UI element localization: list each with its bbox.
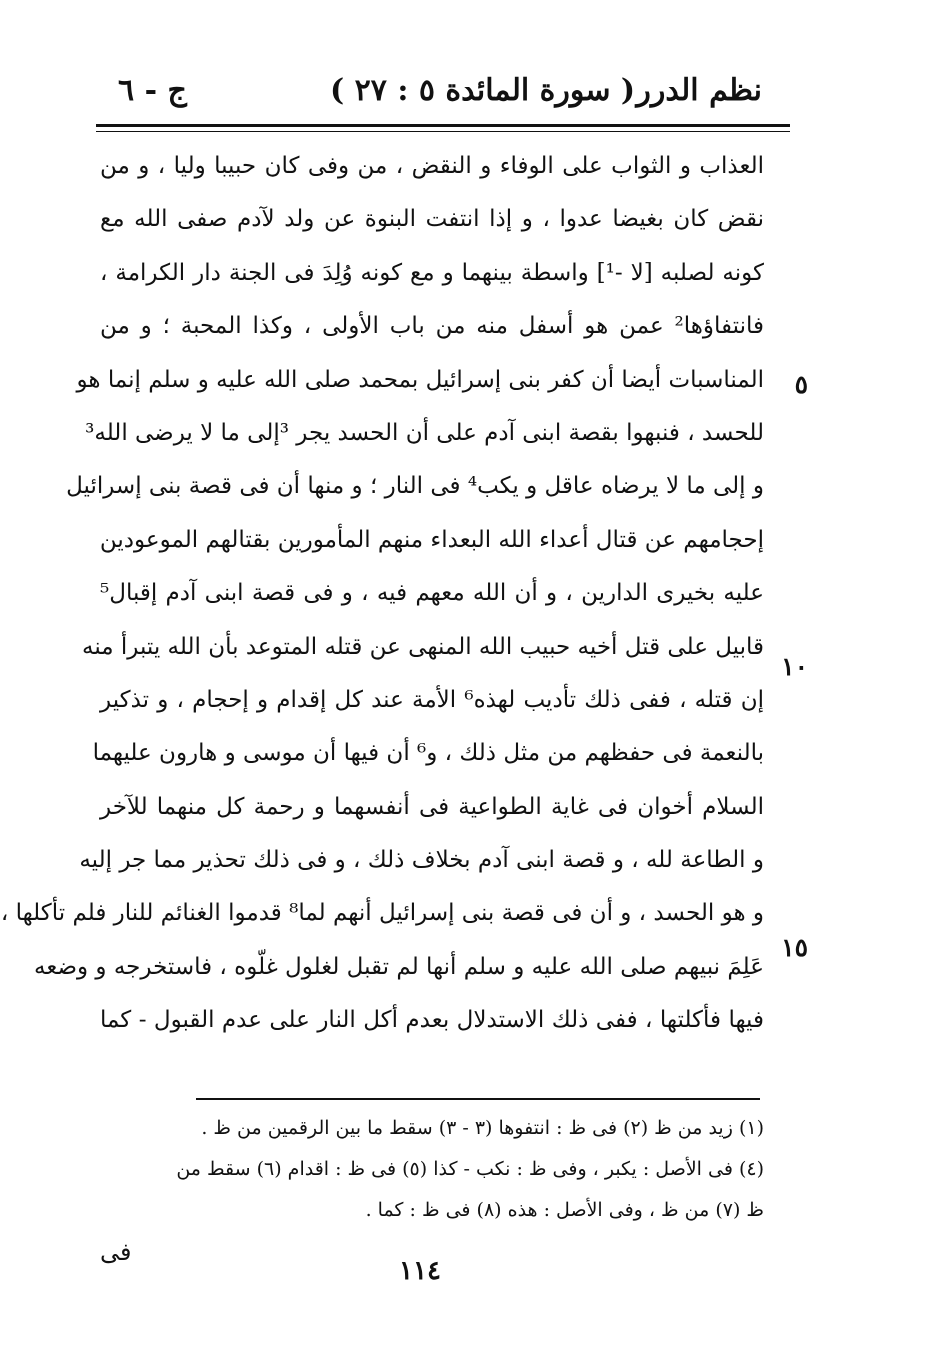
footnotes	[110, 1108, 764, 1231]
text-line: إحجامهم عن قتال أعداء الله البعداء منهم المأمورين بقتالهم الموعودين	[99, 526, 764, 553]
running-header	[100, 66, 762, 116]
line-number-5: ٥	[794, 370, 808, 399]
text-line: و إلى ما لا يرضاه عاقل و يكب⁴ فى النار ؛ و منها أن فى قصة بنى إسرائيل	[66, 473, 764, 500]
footnote-line: (٤) فى الأصل : يكبر ، وفى ظ : نكب - كذا (٥) فى ظ : اقدام (٦) سقط من	[176, 1158, 764, 1180]
text-line: كونه لصلبه [لا -¹] واسطة بينهما و مع كونه وُلِدَ فى الجنة دار الكرامة ،	[100, 259, 764, 286]
text-line: قابيل على قتل أخيه حبيب الله المنهى عن قتله المتوعد بأن الله يتبرأ منه	[81, 633, 764, 660]
footnote-line: (١) زيد من ظ (٢) فى ظ : انتفوها (٣ - ٣) سقط ما بين الرقمين من ظ .	[201, 1117, 764, 1139]
catchword: فى	[100, 1238, 132, 1266]
footnote-rule	[196, 1098, 760, 1100]
text-line: السلام أخوان فى غاية الطواعية فى أنفسهما و رحمة كل منهما للآخر	[100, 793, 764, 820]
volume-number: ج - ٦	[118, 73, 187, 108]
surah-reference: ( سورة المائدة ٥ : ٢٧ )	[330, 73, 636, 108]
book-title: نظم الدرر	[636, 73, 762, 108]
text-line: عَلِمَ نبيهم صلى الله عليه و سلم أنها لم تقبل لغلول غلّوه ، فاستخرجه و وضعه	[34, 953, 764, 980]
page-number: ١١٤	[399, 1256, 441, 1286]
main-text	[0, 140, 764, 1048]
line-number-15: ١٥	[781, 933, 808, 962]
header-rule-thick	[96, 124, 790, 127]
footnote-line: ظ (٧) من ظ ، وفى الأصل : هذه (٨) فى ظ : كما .	[365, 1199, 764, 1221]
line-number-10: ١٠	[781, 652, 808, 681]
text-line: فانتفاؤها² عمن هو أسفل منه من باب الأولى ، وكذا المحبة ؛ و من	[100, 313, 764, 340]
text-line: بالنعمة فى حفظهم من مثل ذلك ، و⁶ أن فيها أن موسى و هارون عليهما	[92, 740, 764, 767]
text-line: و الطاعة لله ، و قصة ابنى آدم بخلاف ذلك ، و فى ذلك تحذير مما جر إليه	[79, 847, 764, 874]
text-line: إن قتله ، ففى ذلك تأديب لهذه⁶ الأمة عند كل إقدام و إحجام ، و تذكير	[100, 686, 764, 713]
text-line: عليه بخيرى الدارين ، و أن الله معهم فيه ، و فى قصة ابنى آدم إقبال⁵	[100, 580, 764, 607]
text-line: و هو الحسد ، و أن فى قصة بنى إسرائيل أنهم لما⁸ قدموا الغنائم للنار فلم تأكلها ،	[0, 900, 764, 927]
text-line: نقض كان بغيضا عدوا ، و إذا انتفت البنوة عن ولد لآدم صفى الله مع	[100, 206, 764, 233]
text-line: العذاب و الثواب على الوفاء و النقض ، من وفى كان حبيبا وليا ، و من	[100, 153, 764, 179]
text-line: المناسبات أيضا أن كفر بنى إسرائيل بمحمد صلى الله عليه و سلم إنما هو	[76, 366, 764, 393]
text-line: للحسد ، فنبهوا بقصة ابنى آدم على أن الحسد يجر ³إلى ما لا يرضى الله³	[85, 419, 764, 446]
text-line: فيها فأكلتها ، ففى ذلك الاستدلال بعدم أكل النار على عدم القبول - كما	[100, 1007, 764, 1034]
header-rule-thin	[96, 131, 790, 132]
